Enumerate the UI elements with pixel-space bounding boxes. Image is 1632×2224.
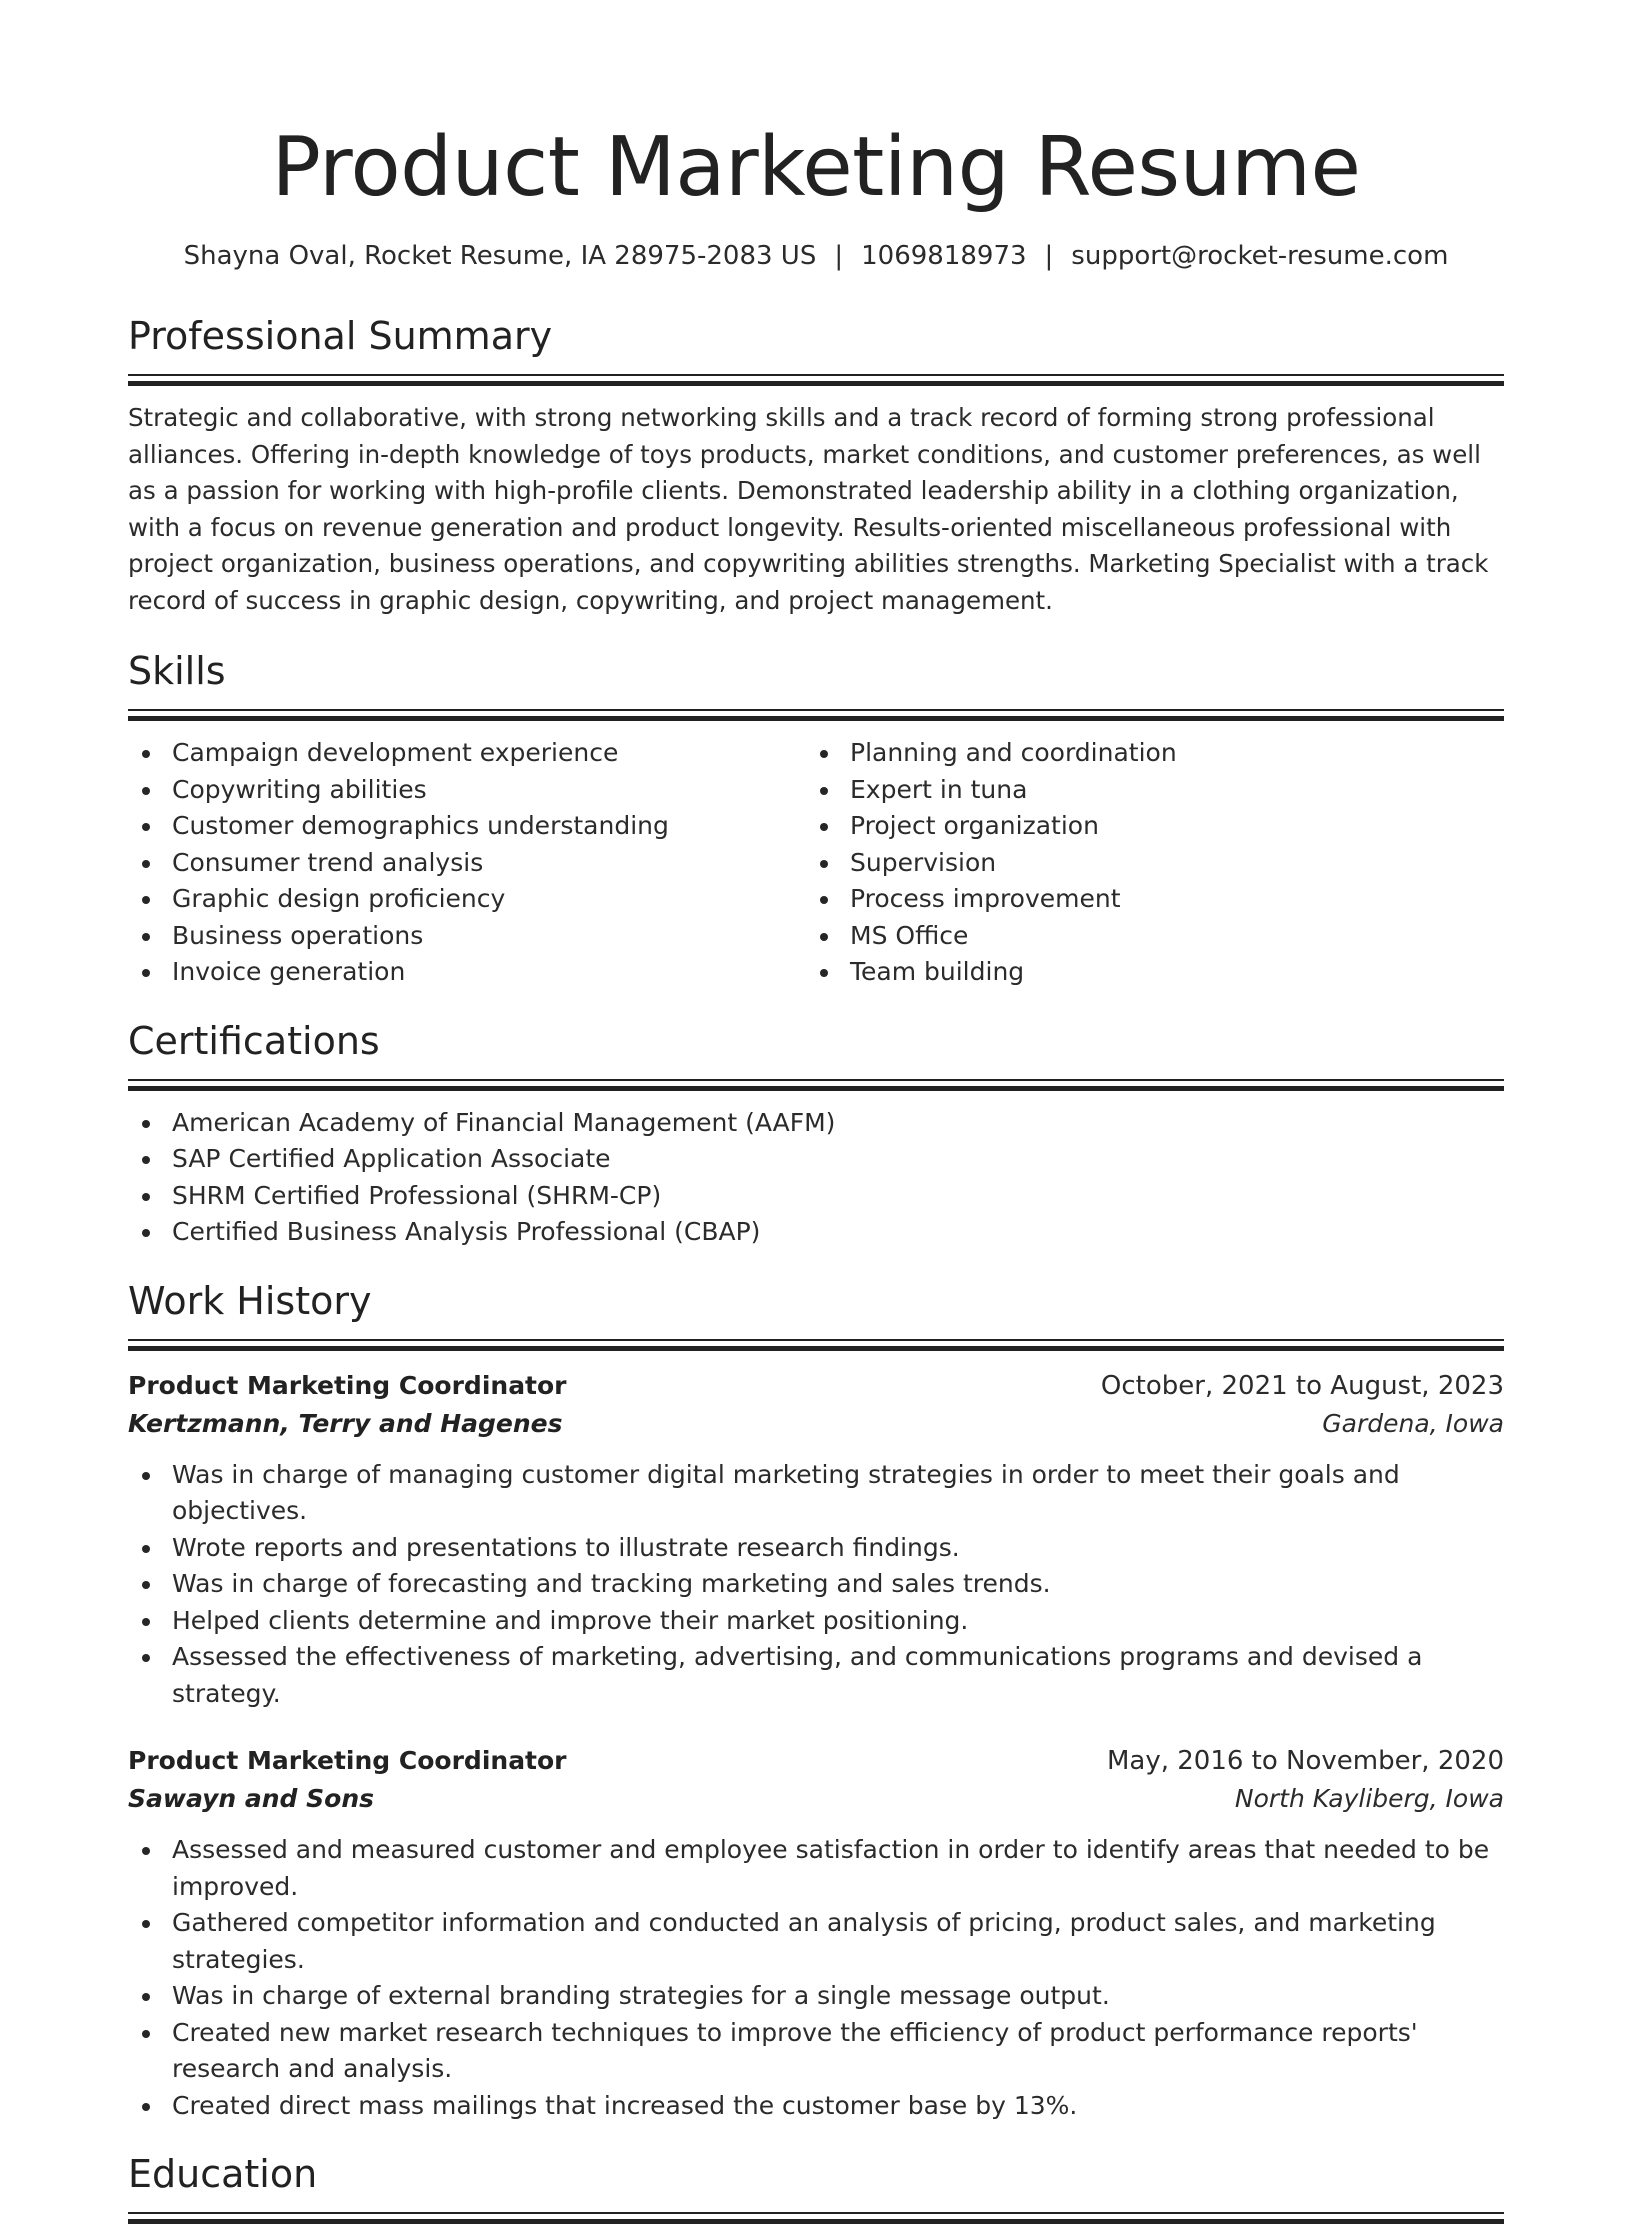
skill-item: Project organization <box>806 808 1484 845</box>
section-work-history <box>128 1277 1504 2125</box>
job-company: Sawayn and Sons <box>128 1784 374 1813</box>
summary-text: Strategic and collaborative, with strong networking skills and a track record of forming strong professional alliances. Offering in-depth knowledge of toys products, market conditions, and customer preferences, as well as a passion for working with high-profile clients. Demonstrated leadership ability in a clothing organization, with a focus on revenue generation and product longevity. Results-oriented miscellaneous professional with project organization, business operations, and copywriting abilities strengths. Marketing Specialist with a track record of success in graphic design, copywriting, and project management. <box>128 403 1489 615</box>
section-skills <box>128 647 1504 991</box>
skill-item: Graphic design proficiency <box>128 881 806 918</box>
section-divider <box>128 2212 1504 2224</box>
job-subheader <box>128 1780 1504 1818</box>
skills-columns <box>128 721 1504 991</box>
certifications-list <box>128 1105 1504 1251</box>
job-bullets <box>128 1832 1504 2124</box>
resume-title: Product Marketing Resume <box>271 120 1361 215</box>
contact-address: Shayna Oval, Rocket Resume, IA 28975-2083 US <box>183 241 817 271</box>
job-bullet: Wrote reports and presentations to illustrate research findings. <box>128 1530 1504 1567</box>
job-title: Product Marketing Coordinator <box>128 1746 567 1775</box>
job-bullet: Was in charge of managing customer digital marketing strategies in order to meet their goals and objectives. <box>128 1457 1504 1530</box>
certification-item: Certified Business Analysis Professional (CBAP) <box>128 1214 1504 1251</box>
job-bullet: Created new market research techniques to improve the efficiency of product performance reports' research and analysis. <box>128 2015 1504 2088</box>
job-entry <box>128 1367 1504 1713</box>
job-company: Kertzmann, Terry and Hagenes <box>128 1408 563 1438</box>
job-bullet: Assessed and measured customer and employee satisfaction in order to identify areas that needed to be improved. <box>128 1832 1504 1905</box>
contact-phone: 1069818973 <box>861 241 1027 271</box>
skill-item: Process improvement <box>806 881 1484 918</box>
section-divider <box>128 374 1504 386</box>
skill-item: Invoice generation <box>128 954 806 991</box>
section-divider <box>128 1339 1504 1351</box>
job-bullet: Was in charge of external branding strategies for a single message output. <box>128 1978 1504 2015</box>
skill-item: Planning and coordination <box>806 735 1484 772</box>
section-title-work: Work History <box>128 1278 372 1323</box>
section-divider <box>128 709 1504 721</box>
job-title: Product Marketing Coordinator <box>128 1370 567 1400</box>
skills-list-left <box>128 735 806 991</box>
skill-item: Customer demographics understanding <box>128 808 806 845</box>
job-header <box>128 1367 1504 1405</box>
certification-item: American Academy of Financial Management (AAFM) <box>128 1105 1504 1142</box>
job-location: North Kayliberg, Iowa <box>1234 1784 1504 1813</box>
skills-list-right <box>806 735 1484 991</box>
job-bullet: Created direct mass mailings that increased the customer base by 13%. <box>128 2088 1504 2125</box>
skill-item: Campaign development experience <box>128 735 806 772</box>
job-dates: October, 2021 to August, 2023 <box>1100 1370 1504 1401</box>
job-header <box>128 1742 1504 1780</box>
job-bullet: Assessed the effectiveness of marketing, advertising, and communications programs and devised a strategy. <box>128 1639 1504 1712</box>
skill-item: Business operations <box>128 918 806 955</box>
skill-item: MS Office <box>806 918 1484 955</box>
section-divider <box>128 1079 1504 1091</box>
job-bullet: Helped clients determine and improve their market positioning. <box>128 1603 1504 1640</box>
certification-item: SHRM Certified Professional (SHRM-CP) <box>128 1178 1504 1215</box>
section-title-certifications: Certifications <box>128 1018 380 1063</box>
section-certifications <box>128 1017 1504 1251</box>
skill-item: Supervision <box>806 845 1484 882</box>
skill-item: Expert in tuna <box>806 772 1484 809</box>
contact-email: support@rocket-resume.com <box>1071 241 1449 271</box>
section-title-summary: Professional Summary <box>128 314 553 358</box>
job-bullet: Gathered competitor information and conducted an analysis of pricing, product sales, and marketing strategies. <box>128 1905 1504 1978</box>
job-location: Gardena, Iowa <box>1322 1408 1504 1438</box>
job-subheader <box>128 1405 1504 1443</box>
contact-separator: | <box>834 241 844 271</box>
section-title-skills: Skills <box>128 649 226 693</box>
skill-item: Copywriting abilities <box>128 772 806 809</box>
contact-separator: | <box>1044 241 1054 271</box>
skill-item: Team building <box>806 954 1484 991</box>
job-bullets <box>128 1457 1504 1713</box>
job-dates: May, 2016 to November, 2020 <box>1106 1746 1504 1776</box>
contact-line <box>128 238 1504 274</box>
skill-item: Consumer trend analysis <box>128 845 806 882</box>
job-entry <box>128 1742 1504 2124</box>
job-bullet: Was in charge of forecasting and tracking marketing and sales trends. <box>128 1566 1504 1603</box>
certification-item: SAP Certified Application Associate <box>128 1141 1504 1178</box>
section-education <box>128 2150 1504 2224</box>
section-title-education: Education <box>128 2152 318 2196</box>
section-summary <box>128 312 1504 619</box>
resume-page <box>128 0 1504 2224</box>
